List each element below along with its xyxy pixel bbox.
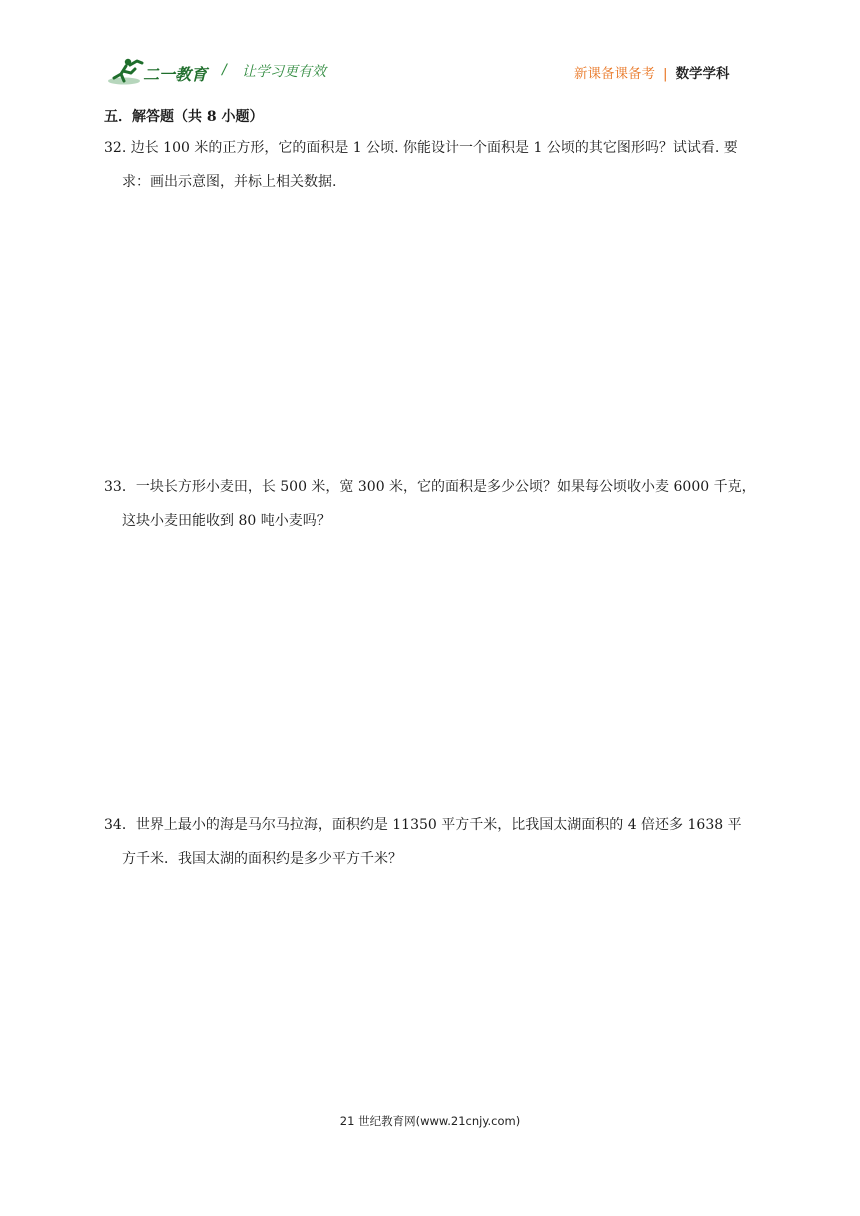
question-32-line-2: 求：画出示意图，并标上相关数据. bbox=[122, 174, 337, 190]
header-separator: | bbox=[663, 66, 668, 82]
header-slogan: 让学习更有效 bbox=[242, 64, 326, 80]
logo-text: 二一教育 bbox=[143, 65, 208, 84]
question-33-line-2: 这块小麦田能收到 80 吨小麦吗？ bbox=[122, 513, 331, 529]
runner-logo-icon bbox=[104, 56, 214, 88]
question-32-line-1: 32. 边长 100 米的正方形，它的面积是 1 公顷. 你能设计一个面积是 1 公顷的其它图形吗？试试看. 要 bbox=[104, 140, 738, 156]
section-title: 五．解答题（共 8 小题） bbox=[104, 109, 264, 125]
header-slash: / bbox=[222, 62, 227, 78]
question-34-line-2: 方千米．我国太湖的面积约是多少平方千米？ bbox=[122, 851, 402, 867]
header-subject: 数学学科 bbox=[675, 66, 730, 82]
question-33-line-1: 33．一块长方形小麦田，长 500 米，宽 300 米，它的面积是多少公顷？如果每公顷收小麦 6000 千克， bbox=[104, 479, 756, 495]
header-right bbox=[574, 62, 730, 82]
logo bbox=[104, 56, 214, 88]
question-34-line-1: 34．世界上最小的海是马尔马拉海，面积约是 11350 平方千米，比我国太湖面积的 4 倍还多 1638 平 bbox=[104, 817, 742, 833]
header-tagline: 新课备课备考 bbox=[574, 66, 655, 82]
footer: 21 世纪教育网(www.21cnjy.com) bbox=[339, 1114, 521, 1128]
